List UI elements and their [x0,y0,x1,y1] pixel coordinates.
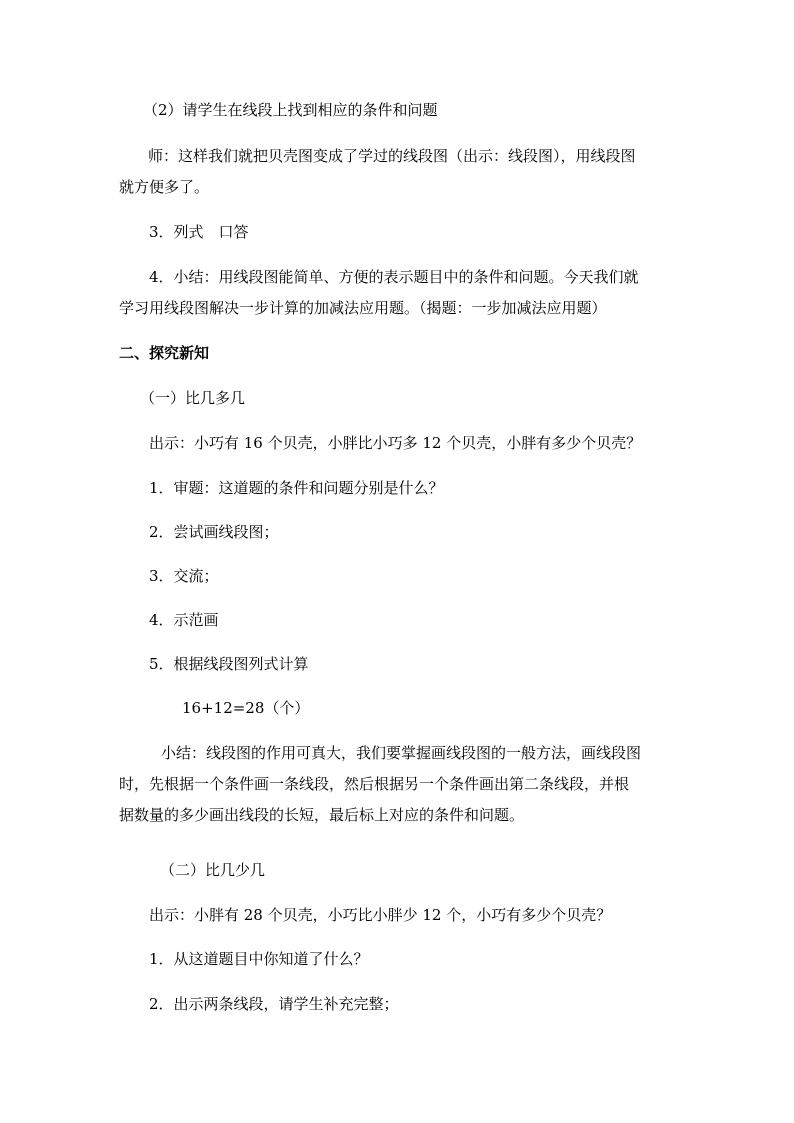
text-line-18: 据数量的多少画出线段的长短，最后标上对应的条件和问题。 [119,806,525,824]
equation-line: 16+12=28（个） [182,699,310,717]
text-line-10: 1．审题：这道题的条件和问题分别是什么？ [149,479,444,497]
text-line-12: 3．交流； [149,567,219,585]
text-line-22: 2．出示两条线段，请学生补充完整； [149,995,399,1013]
text-line-6: 学习用线段图解决一步计算的加减法应用题。（揭题：一步加减法应用题） [119,299,607,317]
text-line-16: 小结：线段图的作用可真大，我们要掌握画线段图的一般方法，画线段图 [161,744,642,762]
text-line-5: 4．小结：用线段图能简单、方便的表示题目中的条件和问题。今天我们就 [149,268,639,286]
text-line-14: 5．根据线段图列式计算 [149,655,309,673]
subsection-heading-2: （二）比几少几 [160,861,266,879]
text-line-4: 3．列式 口答 [149,223,249,241]
text-line-11: 2．尝试画线段图； [149,523,279,541]
text-line-2: 师：这样我们就把贝壳图变成了学过的线段图（出示：线段图），用线段图 [148,147,636,165]
subsection-heading-1: （一）比几多几 [140,389,246,407]
section-heading: 二、探究新知 [119,344,210,362]
text-line-17: 时，先根据一个条件画一条线段，然后根据另一个条件画出第二条线段，并根 [119,775,630,793]
text-line-13: 4．示范画 [149,611,219,629]
text-line-1: （2）请学生在线段上找到相应的条件和问题 [143,101,438,119]
text-line-9: 出示：小巧有 16 个贝壳，小胖比小巧多 12 个贝壳，小胖有多少个贝壳？ [149,434,642,452]
text-line-3: 就方便多了。 [119,178,210,196]
text-line-21: 1．从这道题目中你知道了什么？ [149,950,369,968]
text-line-20: 出示：小胖有 28 个贝壳，小巧比小胖少 12 个，小巧有多少个贝壳？ [149,906,612,924]
